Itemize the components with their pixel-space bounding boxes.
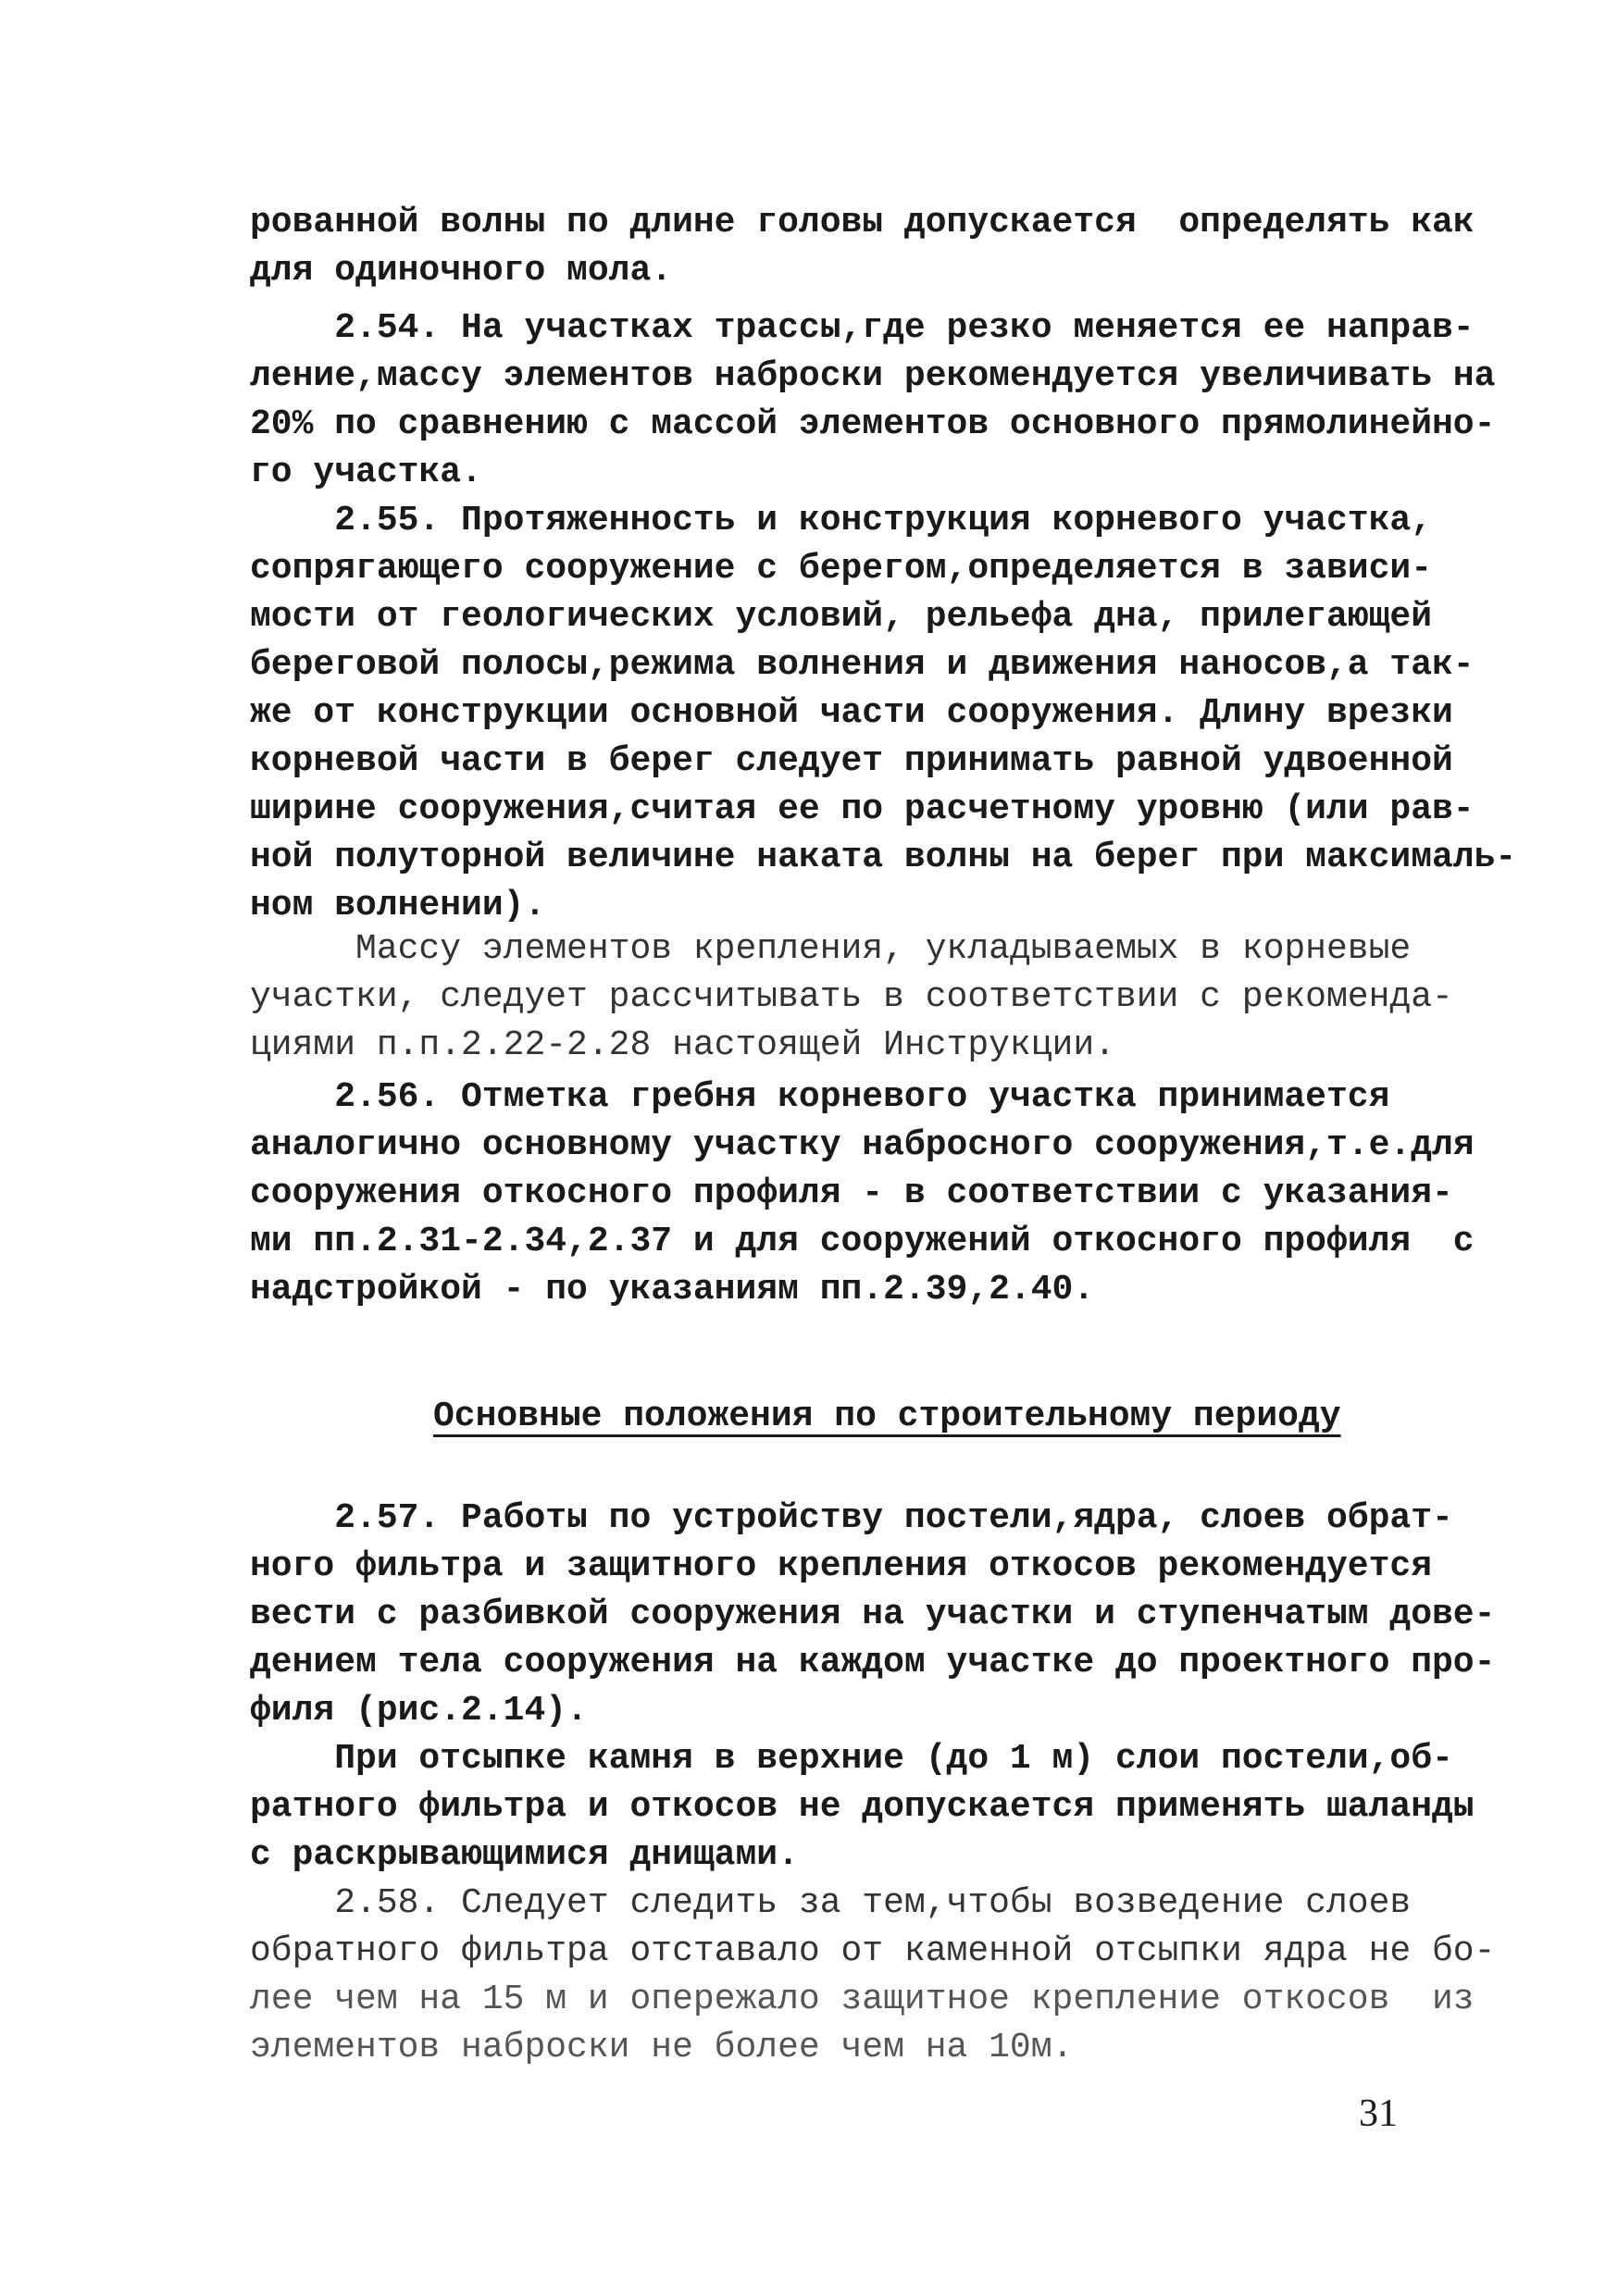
text-line: обратного фильтра отставало от каменной отсыпки ядра не бо- bbox=[250, 1931, 1496, 1971]
text-line: При отсыпке камня в верхние (до 1 м) слои постели,об- bbox=[250, 1739, 1453, 1779]
text-line: мости от геологических условий, рельефа дна, прилегающей bbox=[250, 597, 1433, 637]
text-line: береговой полосы,режима волнения и движения наносов,а так- bbox=[250, 645, 1475, 685]
text-block-2-57-2-58 bbox=[250, 1495, 1496, 2072]
page-number: 31 bbox=[1359, 2092, 1398, 2135]
text-line: дением тела сооружения на каждом участке до проектного про- bbox=[250, 1643, 1496, 1682]
text-line: участки, следует рассчитывать в соответствии с рекоменда- bbox=[250, 977, 1453, 1017]
text-line: 2.57. Работы по устройству постели,ядра, слоев обрат- bbox=[250, 1498, 1453, 1538]
text-line: циями п.п.2.22-2.28 настоящей Инструкции. bbox=[250, 1025, 1115, 1065]
text-line: сооружения откосного профиля - в соответствии с указания- bbox=[250, 1173, 1453, 1213]
text-line: сопрягающего сооружение с берегом,определяется в зависи- bbox=[250, 549, 1433, 589]
text-line: го участка. bbox=[250, 453, 482, 492]
text-line: ширине сооружения,считая ее по расчетному уровню (или рав- bbox=[250, 789, 1475, 829]
text-line: Массу элементов крепления, укладываемых в корневые bbox=[250, 929, 1412, 969]
text-line: ление,массу элементов наброски рекомендуется увеличивать на bbox=[250, 356, 1496, 396]
text-line: корневой части в берег следует принимать равной удвоенной bbox=[250, 741, 1453, 781]
text-line: надстройкой - по указаниям пп.2.39,2.40. bbox=[250, 1270, 1095, 1309]
text-line: ного фильтра и защитного крепления откосов рекомендуется bbox=[250, 1546, 1433, 1586]
text-line: ми пп.2.31-2.34,2.37 и для сооружений откосного профиля с bbox=[250, 1222, 1475, 1261]
text-line: 2.55. Протяженность и конструкция корневого участка, bbox=[250, 501, 1433, 540]
section-heading: Основные положения по строительному периоду bbox=[433, 1396, 1341, 1436]
text-line: ном волнении). bbox=[250, 886, 546, 925]
text-line: 2.58. Следует следить за тем,чтобы возведение слоев bbox=[250, 1883, 1412, 1923]
text-line: 2.56. Отметка гребня корневого участка принимается bbox=[250, 1077, 1390, 1117]
text-line: вести с разбивкой сооружения на участки и ступенчатым дове- bbox=[250, 1595, 1496, 1634]
text-line: лее чем на 15 м и опережало защитное крепление откосов из bbox=[250, 1980, 1475, 2019]
text-line: же от конструкции основной части сооружения. Длину врезки bbox=[250, 693, 1453, 733]
text-line: ратного фильтра и откосов не допускается применять шаланды bbox=[250, 1787, 1475, 1827]
text-line: ной полуторной величине наката волны на берег при максималь- bbox=[250, 838, 1517, 877]
text-line: 2.54. На участках трассы,где резко меняется ее направ- bbox=[250, 308, 1475, 348]
text-line: филя (рис.2.14). bbox=[250, 1691, 588, 1731]
text-line: с раскрывающимися днищами. bbox=[250, 1835, 799, 1875]
text-block-2-56 bbox=[250, 1074, 1475, 1314]
text-line: элементов наброски не более чем на 10м. bbox=[250, 2028, 1074, 2067]
text-line: 20% по сравнению с массой элементов основного прямолинейно- bbox=[250, 404, 1496, 444]
text-line: рованной волны по длине головы допускается определять как bbox=[250, 203, 1475, 242]
text-line: для одиночного мола. bbox=[250, 251, 673, 291]
text-block-corner-mass bbox=[250, 925, 1453, 1070]
text-block-2-53-2-55 bbox=[250, 199, 1517, 930]
text-line: аналогично основному участку набросного сооружения,т.е.для bbox=[250, 1125, 1475, 1165]
